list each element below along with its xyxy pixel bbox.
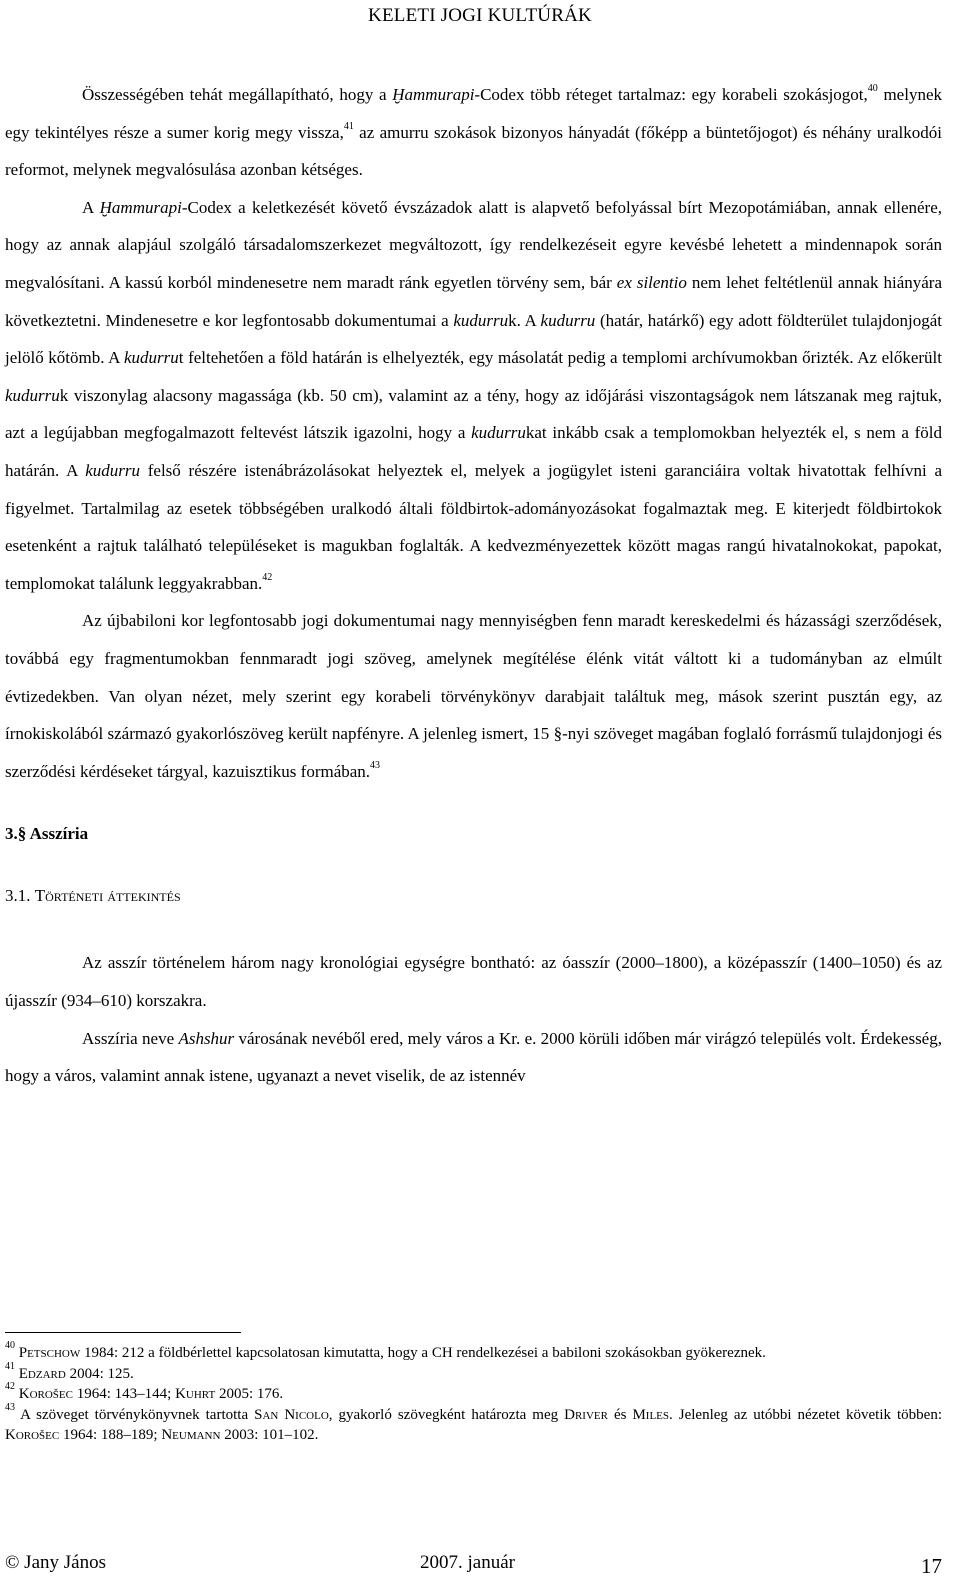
footnote-40: [5, 1340, 942, 1364]
footnote-text: , gyakorló szövegként határozta meg: [328, 1406, 565, 1423]
running-header: KELETI JOGI KULTÚRÁK: [368, 5, 592, 26]
footnote-number: 42: [5, 1381, 15, 1392]
footnotes: [5, 1340, 942, 1446]
section-heading: [5, 815, 942, 853]
text-run: -Codex több réteget tartalmaz: egy korabeli szokásjogot,: [474, 85, 868, 104]
italic-name: Ashshur: [178, 1028, 235, 1048]
text-run: felső részére istenábrázolásokat helyeztek el, melyek a jogügylet isteni garanciáira voltak hivatottak felhívni a figyelmet. Tartalmilag az esetek többségében uralkodó általi földbirtok-adományozásokat fogalmaztak meg. E kiterjedt földbirtokok esetenként a rajtuk található településeket is magukban foglalták. A kedvezményezettek között magas rangú hivatalnokokat, papokat, templomokat találunk leggyakrabban.: [5, 460, 943, 593]
footnote-text: . Jelenleg az utóbbi nézetet követik többen:: [669, 1406, 942, 1423]
italic-term: kudurru: [85, 460, 140, 480]
footnote-number: 40: [5, 1340, 15, 1351]
section-symbol: §: [17, 824, 27, 844]
section-number: 3.: [5, 824, 18, 844]
italic-term: kudurru: [124, 348, 179, 368]
author-name: Miles: [632, 1406, 670, 1423]
text-run: k viszonylag alacsony magassága (kb. 50 cm), valamint az a tény, hogy az időjárási viszontagságok nem látszanak meg rajtuk, azt a legújabban megfogalmazott feltevést látszik igazolni, hogy a: [5, 385, 942, 443]
footer-date: 2007. január: [420, 1552, 515, 1573]
italic-term: kudurru: [5, 385, 60, 405]
author-name: Neumann: [161, 1427, 221, 1443]
author-name: Edzard: [18, 1365, 66, 1382]
author-name: Driver: [564, 1406, 608, 1423]
paragraph-kudurru: [5, 189, 942, 603]
footnote-divider: [5, 1332, 241, 1333]
italic-term: ex silentio: [616, 272, 687, 292]
footnote-text: 2004: 125.: [65, 1365, 134, 1382]
subsection-title: Történeti áttekintés: [34, 885, 181, 905]
paragraph-summary: [5, 76, 942, 189]
footnote-ref-40[interactable]: 40: [867, 83, 878, 94]
text-run: melynek egy tekintélyes része a sumer korig megy vissza,: [5, 85, 942, 142]
text-run: Az újbabiloni kor legfontosabb jogi dokumentumai nagy mennyiségben fenn maradt kereskedelmi és házassági szerződések, továbbá egy fragmentumokban fennmaradt jogi szöveg, amelynek megítélése élénk vitát váltott ki a tudományban az elmúlt évtizedekben. Van olyan nézet, mely szerint egy korabeli törvénykönyv darabjait találtuk meg, mások szerint pusztán egy, az írnokiskolából származó gyakorlószöveg került napfényre. A jelenleg ismert, 15 §-nyi szöveget magában foglaló forrásmű tulajdonjogi és szerződési kérdéseket tárgyal, kazuisztikus formában.: [5, 611, 942, 781]
text-run: kat inkább csak a templomokban helyezték el, s nem a föld határán. A: [5, 423, 942, 480]
text-run: -Codex a keletkezését követő évszázadok alatt is alapvető befolyással bírt Mezopotámiában, annak ellenére, hogy az annak alapjául szolgáló társadalomszerkezet megváltozott, így rendelkezéseit egyre kevésbé lehetett a mindennapok során megvalósítani. A kassú korból mindenesetre nem maradt ránk egyetlen törvény sem, bár: [5, 197, 942, 292]
subsection-number: 3.1.: [5, 885, 31, 905]
author-name: San Nicolo: [254, 1406, 329, 1423]
text-run: városának nevéből ered, mely város a Kr. e. 2000 körüli időben már virágzó település volt. Érdekesség, hogy a város, valamint annak istene, ugyanazt a nevet viselik, de az istennév: [5, 1028, 942, 1086]
footnote-number: 41: [5, 1360, 15, 1372]
paragraph-assyria-name: [5, 1020, 942, 1095]
italic-term: kudurru: [540, 310, 596, 330]
author-name: Korošec: [18, 1386, 73, 1402]
footnote-number: 43: [5, 1401, 15, 1413]
footnote-text: A szöveget törvénykönyvnek tartotta: [15, 1406, 255, 1423]
footnote-text: 2005: 176.: [215, 1386, 284, 1402]
author-name: Korošec: [5, 1427, 60, 1443]
italic-term: kudurru: [453, 310, 509, 330]
text-run: az amurru szokások bizonyos hányadát (főképp a büntetőjogot) és néhány uralkodói reformot, melynek megvalósulása azonban kétséges.: [5, 122, 942, 180]
section-title: Asszíria: [29, 824, 89, 844]
footnote-text: 2003: 101–102.: [220, 1427, 319, 1443]
author-name: Petschow: [18, 1345, 81, 1361]
footnote-42: [5, 1381, 942, 1405]
text-run: nem lehet feltétlenül annak hiányára következtetni. Mindenesetre e kor legfontosabb dokumentumai a: [5, 272, 942, 330]
text-run: A: [82, 197, 100, 217]
footnote-text: és: [607, 1406, 633, 1423]
footnote-43: [5, 1401, 942, 1446]
author-name: Kuhrt: [175, 1386, 216, 1402]
paragraph-neo-babylonian: [5, 602, 942, 790]
page-number: 17: [921, 1554, 942, 1578]
text-run: k. A: [508, 310, 541, 330]
footnote-text: 1964: 188–189;: [59, 1427, 162, 1443]
footnote-41: [5, 1360, 942, 1385]
text-run: t feltehetően a föld határán is elhelyezték, egy másolatát pedig a templomi archívumokban őrizték. Az előkerült: [178, 348, 943, 368]
text-run: (határ, határkő) egy adott földterület tulajdonjogát jelölő kőtömb. A: [5, 310, 942, 368]
italic-name: Ḫammurapi: [392, 85, 475, 104]
text-run: Összességében tehát megállapítható, hogy a: [82, 85, 393, 104]
footnote-text: 1964: 143–144;: [72, 1386, 176, 1402]
subsection-heading: [5, 877, 942, 915]
footnote-ref-41[interactable]: 41: [343, 120, 354, 132]
text-run: Az asszír történelem három nagy kronológiai egységre bontható: az óasszír (2000–1800), a középasszír (1400–1050) és az újasszír (934–610) korszakra.: [5, 953, 942, 1011]
footnote-text: 1984: 212 a földbérlettel kapcsolatosan kimutatta, hogy a CH rendelkezései a babiloni szokásokban gyökereznek.: [80, 1345, 766, 1361]
italic-name: Ḫammurapi: [99, 197, 182, 217]
footnote-ref-42[interactable]: 42: [262, 571, 273, 583]
paragraph-periods: [5, 944, 942, 1019]
text-run: Asszíria neve: [82, 1028, 179, 1048]
footer-author: © Jany János: [5, 1552, 106, 1573]
body-text: [5, 76, 942, 1095]
footnote-ref-43[interactable]: 43: [370, 759, 381, 771]
page-footer: [5, 1548, 942, 1578]
italic-term: kudurru: [471, 423, 526, 443]
